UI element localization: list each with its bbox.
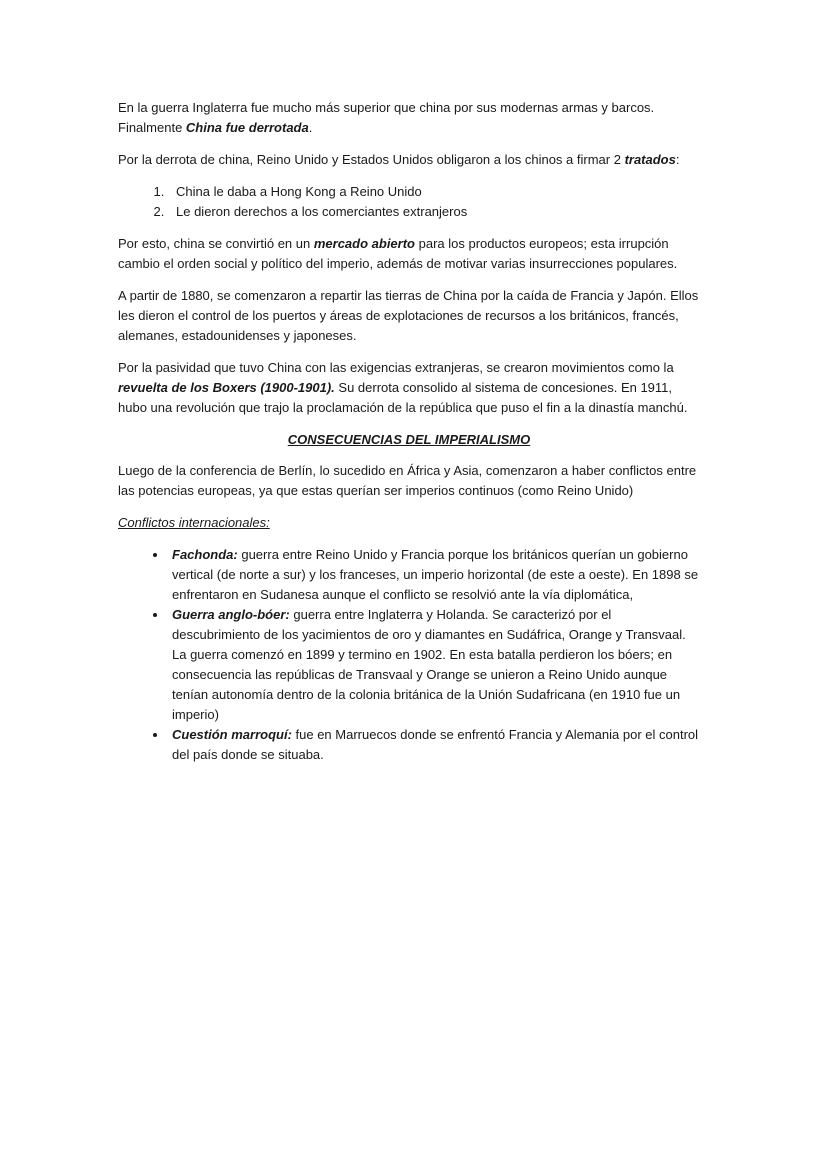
text: guerra entre Reino Unido y Francia porque los británicos querían un gobierno vertical (de norte a sur) y los franceses, un imperio horizontal (de este a oeste). En 1898 se enfrentaron en Sudanesa aunque el conflicto se resolvió ante la vía diplomática, <box>172 547 699 602</box>
list-item <box>168 725 700 765</box>
text: fue en Marruecos donde se enfrentó Francia y Alemania por el control del país donde se situaba. <box>172 727 699 762</box>
subheading: Conflictos internacionales: <box>118 515 270 530</box>
text: Por la derrota de china, Reino Unido y Estados Unidos obligaron a los chinos a firmar 2 <box>118 152 625 167</box>
text: . <box>308 120 313 135</box>
text: guerra entre Inglaterra y Holanda. Se caracterizó por el descubrimiento de los yacimientos de oro y diamantes en Sudáfrica, Orange y Transvaal. La guerra comenzó en 1899 y termino en 1902. En esta batalla perdieron los bóers; en consecuencia las repúblicas de Transvaal y Orange se unieron a Reino Unido aunque tenían autonomía dentro de la colonia británica de la Unión Sudafricana (en 1910 fue un imperio) <box>172 607 686 722</box>
document-page <box>118 98 700 765</box>
paragraph-boxers <box>118 358 700 418</box>
text: Su derrota consolido al sistema de concesiones. En 1911, hubo una revolución que trajo la proclamación de la república que puso el fin a la dinastía manchú. <box>118 380 688 415</box>
term: Fachonda: <box>172 547 238 562</box>
text: para los productos europeos; esta irrupción cambio el orden social y político del imperio, además de motivar varias insurrecciones populares. <box>118 236 678 271</box>
text: En la guerra Inglaterra fue mucho más superior que china por sus modernas armas y barcos. Finalmente <box>118 100 655 135</box>
paragraph-open-market <box>118 234 700 274</box>
list-item <box>168 605 700 725</box>
paragraph-berlin: Luego de la conferencia de Berlín, lo sucedido en África y Asia, comenzaron a haber conflictos entre las potencias europeas, ya que estas querían ser imperios continuos (como Reino Unido) <box>118 463 697 498</box>
list-item: 2. Le dieron derechos a los comerciantes extranjeros <box>168 202 700 222</box>
emphasis: mercado abierto <box>313 236 415 251</box>
paragraph-treaties <box>118 150 700 170</box>
text: Por esto, china se convirtió en un <box>118 236 314 251</box>
paragraph-war-defeat <box>118 98 700 138</box>
treaty-list <box>118 182 700 222</box>
list-item: 1. China le daba a Hong Kong a Reino Unido <box>168 182 700 202</box>
paragraph-1880: A partir de 1880, se comenzaron a repartir las tierras de China por la caída de Francia y Japón. Ellos les dieron el control de los puertos y áreas de explotaciones de recursos a los británicos, francés, alemanes, estadounidenses y japoneses. <box>118 288 699 343</box>
emphasis: revuelta de los Boxers (1900-1901). <box>118 380 335 395</box>
text: Por la pasividad que tuvo China con las exigencias extranjeras, se crearon movimientos como la <box>118 360 674 375</box>
emphasis: tratados <box>624 152 676 167</box>
text: : <box>675 152 680 167</box>
section-heading: CONSECUENCIAS DEL IMPERIALISMO <box>287 432 531 447</box>
conflict-list <box>118 545 700 765</box>
term: Guerra anglo-bóer: <box>172 607 290 622</box>
emphasis: China fue derrotada <box>185 120 309 135</box>
term: Cuestión marroquí: <box>172 727 292 742</box>
list-item <box>168 545 700 605</box>
